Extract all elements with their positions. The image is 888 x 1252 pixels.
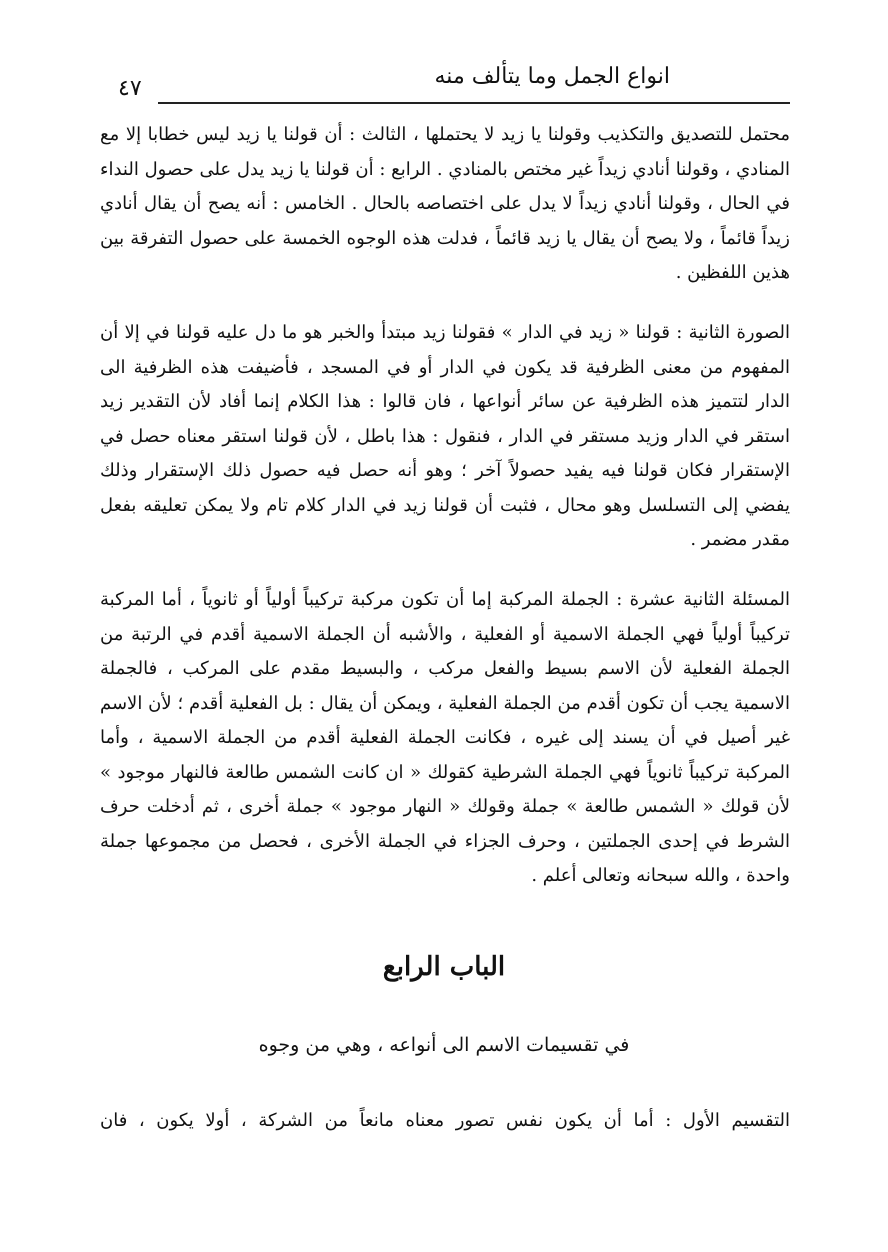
chapter-subtitle: في تقسيمات الاسم الى أنواعه ، وهي من وجوه xyxy=(258,1034,630,1056)
header-rule xyxy=(158,102,790,104)
paragraph-text: التقسيم الأول : أما أن يكون نفس تصور معناه مانعاً من الشركة ، أولا يكون ، فان xyxy=(100,1110,790,1131)
page-header xyxy=(118,58,790,102)
paragraph-text: الصورة الثانية : قولنا « زيد في الدار » فقولنا زيد مبتدأ والخبر هو ما دل عليه قولنا في إلا أن المفهوم من معنى الظرفية قد يكون في الدار أو في المسجد ، فأضيفت هذه الظرفية الى الدار لتتميز هذه الظرفية عن سائر أنواعها ، فان قالوا : هذا الكلام إنما أفاد لأن التقدير زيد استقر في الدار وزيد مستقر في الدار ، فنقول : هذا باطل ، لأن قولنا استقر معناه حصل في الإستقرار فكان قولنا فيه يفيد حصولاً آخر ؛ وهو أنه حصل فيه حصول ذلك الإستقرار وذلك يفضي إلى التسلسل وهو محال ، فثبت أن قولنا زيد في الدار كلام تام ولا يمكن تعليقه بفعل مقدر مضمر . xyxy=(100,322,790,550)
page-number: ٤٧ xyxy=(118,76,142,101)
chapter-first-paragraph xyxy=(100,1104,790,1139)
paragraph-1 xyxy=(100,118,790,291)
paragraph-text: المسئلة الثانية عشرة : الجملة المركبة إما أن تكون مركبة تركيباً أولياً أو ثانوياً ، أما المركبة تركيباً أولياً فهي الجملة الاسمية أو الفعلية ، والأشبه أن الجملة الاسمية أقدم في الرتبة من الجملة الفعلية لأن الاسم بسيط والفعل مركب ، والبسيط مقدم على المركب ، فالجملة الاسمية يجب أن تكون أقدم من الجملة الفعلية ، ويمكن أن يقال : بل الفعلية أقدم ؛ لأن الاسم غير أصيل في أن يسند إلى غيره ، فكانت الجملة الفعلية أقدم من الجملة الاسمية ، وأما المركبة تركيباً ثانوياً فهي الجملة الشرطية كقولك « ان كانت الشمس طالعة فالنهار موجود » لأن قولك « الشمس طالعة » جملة وقولك « النهار موجود » جملة أخرى ، ثم أدخلت حرف الشرط في إحدى الجملتين ، وحرف الجزاء في الجملة الأخرى ، فحصل من مجموعها جملة واحدة ، والله سبحانه وتعالى أعلم . xyxy=(100,589,790,886)
paragraph-3 xyxy=(100,583,790,894)
running-title: انواع الجمل وما يتألف منه xyxy=(434,64,670,89)
paragraph-text: محتمل للتصديق والتكذيب وقولنا يا زيد لا يحتملها ، الثالث : أن قولنا يا زيد ليس خطابا إلا مع المنادي ، وقولنا أنادي زيداً غير مختص بالمنادي . الرابع : أن قولنا يا زيد يدل على حصول النداء في الحال ، وقولنا أنادي زيداً لا يدل على اختصاصه بالحال . الخامس : أنه يصح أن يقال أنادي زيداً قائماً ، ولا يصح أن يقال يا زيد قائماً ، فدلت هذه الوجوه الخمسة على حصول التفرقة بين هذين اللفظين . xyxy=(100,124,790,283)
paragraph-2 xyxy=(100,316,790,558)
chapter-title: الباب الرابع xyxy=(382,952,506,982)
